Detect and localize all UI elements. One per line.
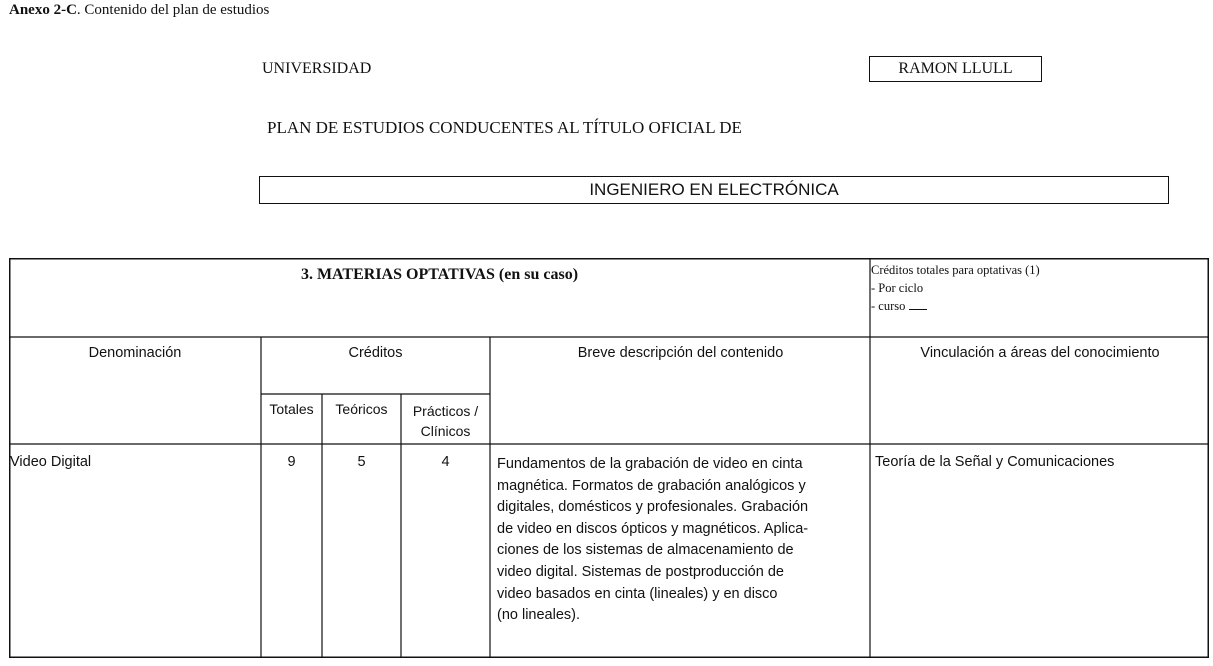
optional-subjects-table	[9, 258, 1209, 658]
description-line: de video en discos ópticos y magnéticos. Aplica-	[497, 520, 809, 537]
description-line: (no lineales).	[497, 607, 581, 624]
description-line: magnética. Formatos de grabación analógicos y	[497, 477, 806, 494]
university-name-box: RAMON LLULL	[869, 56, 1042, 82]
credits-blank-line	[909, 298, 927, 310]
header-denominacion: Denominación	[88, 345, 182, 361]
header-descripcion: Breve descripción del contenido	[577, 345, 784, 361]
row-denominacion: Video Digital	[10, 454, 92, 470]
description-line: ciones de los sistemas de almacenamiento de	[497, 542, 794, 559]
credits-box-line1: Créditos totales para optativas (1)	[871, 263, 1040, 277]
header-teoricos: Teóricos	[335, 401, 388, 417]
row-vinculacion: Teoría de la Señal y Comunicaciones	[875, 454, 1115, 470]
degree-box: INGENIERO EN ELECTRÓNICA	[259, 176, 1169, 204]
description-line: digitales, domésticos y profesionales. Grabación	[497, 499, 809, 516]
description-line: video digital. Sistemas de postproducción de	[497, 563, 784, 580]
header-creditos: Créditos	[348, 345, 403, 361]
description-line: video basados en cinta (lineales) y en disco	[497, 585, 778, 602]
annex-heading	[9, 2, 269, 19]
header-vinculacion: Vinculación a áreas del conocimiento	[920, 345, 1160, 361]
header-totales: Totales	[269, 401, 314, 417]
row-practicos: 4	[441, 454, 450, 470]
row-totales: 9	[287, 454, 296, 470]
section-title: 3. MATERIAS OPTATIVAS (en su caso)	[300, 266, 579, 283]
credits-box-line2: - Por ciclo	[871, 281, 924, 295]
credits-box-line3-text: - curso	[871, 299, 906, 313]
credits-box-line3	[871, 297, 1040, 315]
row-teoricos: 5	[357, 454, 366, 470]
row-descripcion	[497, 454, 859, 627]
annex-label: Anexo 2-C	[9, 2, 77, 18]
header-practicos: Prácticos / Clínicos	[412, 403, 479, 439]
annex-title: . Contenido del plan de estudios	[76, 2, 270, 18]
credits-box	[871, 261, 1040, 315]
university-label: UNIVERSIDAD	[262, 60, 372, 77]
description-line: Fundamentos de la grabación de video en cinta	[497, 456, 803, 472]
plan-title: PLAN DE ESTUDIOS CONDUCENTES AL TÍTULO OFICIAL DE	[267, 118, 742, 137]
